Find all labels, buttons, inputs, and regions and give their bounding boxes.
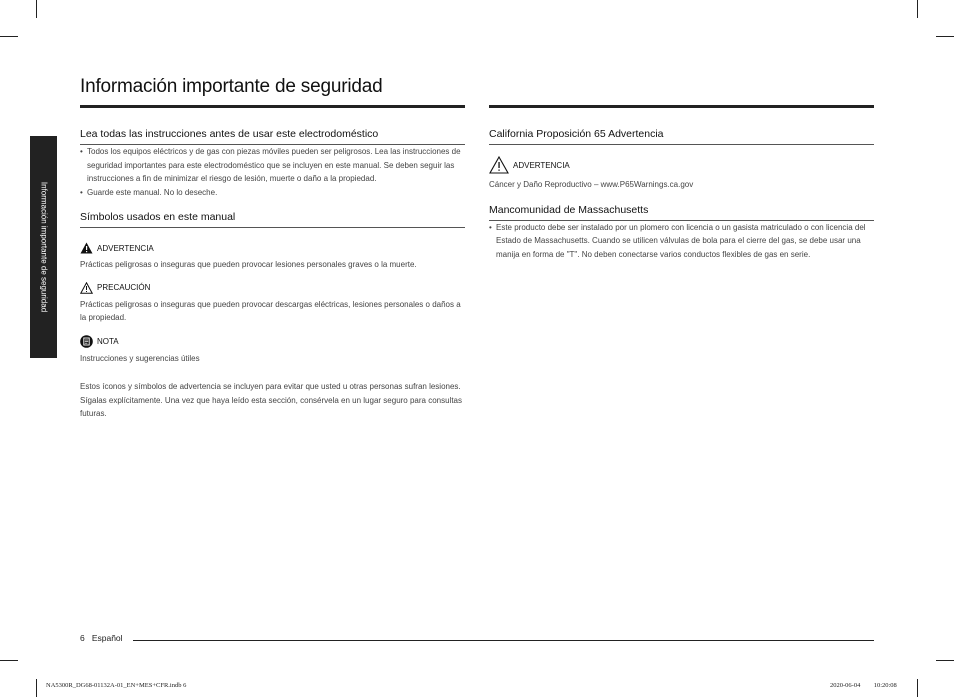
- note-icon: [80, 335, 93, 348]
- right-column: [489, 128, 874, 261]
- prop65-warning-row: [489, 156, 874, 174]
- massachusetts-list: [489, 221, 874, 262]
- header-rule-right: [489, 105, 874, 108]
- page-footer: [80, 633, 123, 643]
- side-tab: [30, 136, 57, 358]
- warning-description: Prácticas peligrosas o inseguras que pueden provocar lesiones personales graves o la muerte.: [80, 260, 417, 269]
- page-number: 6: [80, 633, 85, 643]
- list-item: • Guarde este manual. No lo deseche.: [80, 186, 465, 200]
- crop-mark: [36, 0, 37, 18]
- footer-language: Español: [91, 633, 123, 643]
- note-symbol-row: [80, 335, 465, 348]
- print-imprint-file: NA5300R_DG68-01132A-01_EN+MES+CFR.indb 6: [46, 682, 187, 689]
- section-title-instructions: Lea todas las instrucciones antes de usar este electrodoméstico: [80, 128, 465, 145]
- caution-outline-icon: [489, 156, 509, 174]
- crop-mark: [36, 679, 37, 697]
- list-item: • Todos los equipos eléctricos y de gas con piezas móviles pueden ser peligrosos. Lea las instrucciones de seguridad importantes para este electrodoméstico que se incluyen en este manual. Se deben seguir las instrucciones a fin de minimizar el riesgo de lesión, muerte o daño a la propiedad.: [80, 145, 465, 186]
- page-title: Información importante de seguridad: [80, 76, 383, 97]
- note-description: Instrucciones y sugerencias útiles: [80, 353, 200, 363]
- crop-mark: [936, 36, 954, 37]
- list-item: • Este producto debe ser instalado por un plomero con licencia o un gasista matriculado o con licencia del Estado de Massachusetts. Cuando se utilicen válvulas de bola para el cierre del gas, se debe usar una manija en forma de "T". No deben conectarse varios conductos flexibles de gas en serie.: [489, 221, 874, 262]
- crop-mark: [936, 660, 954, 661]
- left-column: [80, 128, 465, 421]
- closing-paragraph: Estos íconos y símbolos de advertencia se incluyen para evitar que usted u otras personas sufran lesiones. Sígalas explícitamente. Una vez que haya leído esta sección, consérvela en un lugar seguro para consultas futuras.: [80, 382, 463, 418]
- crop-mark: [0, 36, 18, 37]
- crop-mark: [917, 679, 918, 697]
- caution-label: PRECAUCIÓN: [97, 283, 151, 292]
- instructions-list: [80, 145, 465, 199]
- crop-mark: [917, 0, 918, 18]
- section-title-prop65: California Proposición 65 Advertencia: [489, 128, 874, 145]
- warning-filled-icon: [80, 242, 93, 254]
- prop65-warning-description: Cáncer y Daño Reproductivo – www.P65Warnings.ca.gov: [489, 180, 694, 189]
- header-rule-left: [80, 105, 465, 108]
- caution-symbol-row: [80, 282, 465, 294]
- prop65-warning-label: ADVERTENCIA: [513, 160, 570, 170]
- note-label: NOTA: [97, 336, 119, 346]
- caution-description: Prácticas peligrosas o inseguras que pueden provocar descargas eléctricas, lesiones personales o daños a la propiedad.: [80, 299, 461, 322]
- crop-mark: [0, 660, 18, 661]
- print-imprint-timestamp: 2020-06-04 ￿￿ 10:20:08: [830, 682, 897, 689]
- side-tab-label: Información importante de seguridad: [39, 181, 48, 313]
- footer-rule: [133, 640, 874, 641]
- warning-label: ADVERTENCIA: [97, 243, 154, 253]
- section-title-symbols: Símbolos usados en este manual: [80, 211, 465, 228]
- caution-outline-icon: [80, 282, 93, 294]
- section-title-massachusetts: Mancomunidad de Massachusetts: [489, 204, 874, 221]
- warning-symbol-row: [80, 242, 465, 254]
